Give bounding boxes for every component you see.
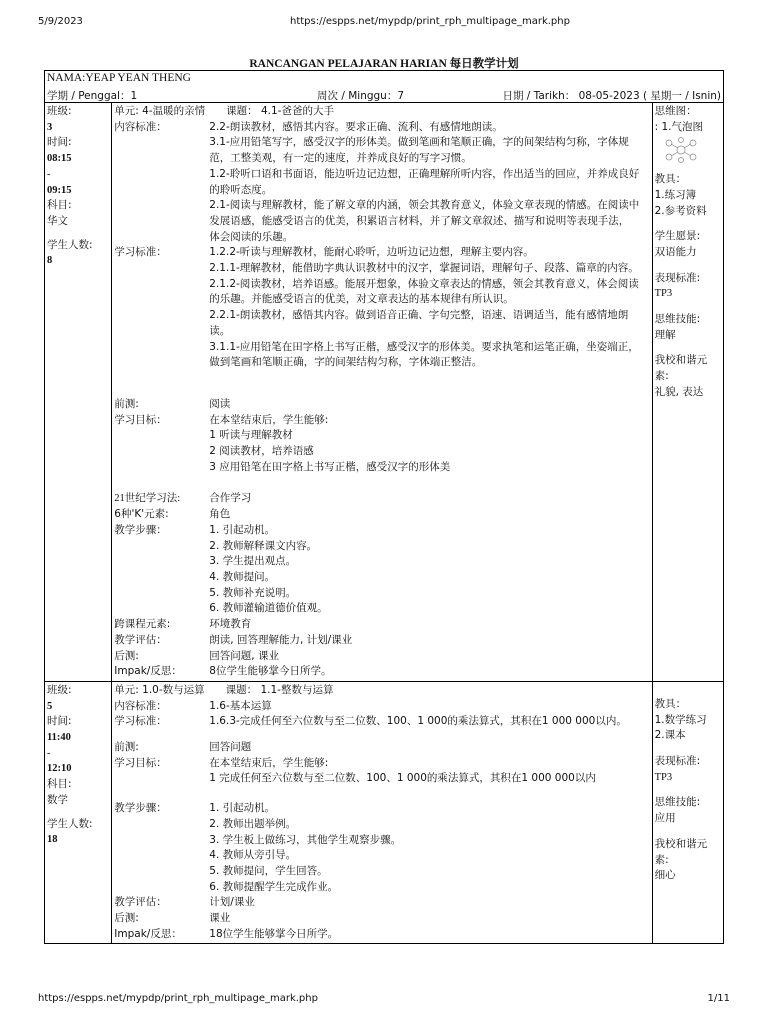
lesson-2-side [652,681,723,944]
learning-standard-item: 2.2.1-朗读教材，感悟其内容。做到语音正确、字句完整，语速、语调适当，能有感情地朗读。 [209,309,629,337]
time-start: 11:40 [47,732,71,744]
teacher-info [44,70,724,102]
week: 周次 / Minggu：7 [317,90,405,102]
step-item: 5. 教师补充说明。 [209,586,297,599]
bubble-map-icon [661,137,701,163]
step-item: 4. 教师提问。 [209,570,276,583]
time-end: 12:10 [47,763,72,775]
class-value: 3 [47,121,53,133]
step-item: 3. 学生提出观点。 [209,555,297,568]
time-dash: - [47,747,51,759]
footer-url: https://espps.net/mypdp/print_rph_multipage_mark.php [38,993,318,1004]
aspiration-value: 双语能力 [654,245,697,258]
unit-topic: 单元: 4-温暖的亲情 课题： 4.1-爸爸的大手 [114,105,334,117]
subject-label: 科目: [47,778,72,791]
emk-value: 环境教育 [209,618,252,631]
learning-standard-item: 1.2.2-听读与理解教材，能耐心聆听，边听边记边想，理解主要内容。 [209,246,534,259]
thinking-map-value: : 1.气泡图 [654,120,704,133]
step-item: 6. 教师灌输道德价值观。 [209,602,328,615]
lesson-1-meta [45,103,112,682]
students-label: 学生人数: [47,238,93,251]
teaching-aid: 2.课本 [654,729,686,742]
learning-standard-item: 3.1.1-应用铅笔在田字格上书写正楷，感受汉字的形体美。要求执笔和运笔正确，坐姿端正，做到笔画和笔顺正确，字的间架结构匀称，字体端正整洁。 [209,340,639,369]
posttest-label: 后测: [114,649,139,662]
k6-label: 6种'K'元素: [114,508,169,521]
print-url: https://espps.net/mypdp/print_rph_multipage_mark.php [290,16,570,27]
pak21-value: 合作学习 [209,492,252,505]
steps-label: 教学步骤： [114,802,167,815]
objective-item: 2 阅读教材，培养语感 [209,445,314,458]
teaching-aids-label: 教具： [654,697,687,710]
lesson-1-body [112,103,652,682]
posttest-value: 课业 [209,912,231,925]
term: 学期 / Penggal：1 [47,90,138,102]
pretest-label: 前测: [114,741,139,754]
values-label: 我校和谐元素: [654,354,708,383]
subject-label: 科目: [47,199,72,212]
step-item: 1. 引起动机。 [209,523,276,536]
performance-label: 表现标准: [654,755,701,768]
time-end: 09:15 [47,184,72,196]
emk-label: 跨课程元素: [114,618,171,631]
step-item: 2. 教师解释课文内容。 [209,539,318,552]
pak21-label: 21世纪学习法: [114,493,181,505]
objective-item: 在本堂结束后，学生能够: [209,413,329,426]
learning-standard-label: 学习标准： [114,246,167,259]
content-standard-label: 内容标准： [114,120,167,133]
thinking-skill-value: 应用 [654,812,676,825]
step-item: 2. 教师出题举例。 [209,817,297,830]
date: 日期 / Tarikh： 08-05-2023 ( 星期一 / Isnin) [502,90,721,102]
content-standard-label: 内容标准： [114,699,167,712]
thinking-map-label: 思维图： [654,105,697,117]
page-number: 1/11 [707,993,730,1004]
lesson-plan-sheet [44,70,724,944]
step-item: 5. 教师提问，学生回答。 [209,864,328,877]
students-value: 8 [47,255,53,267]
learning-standard-label: 学习标准： [114,715,167,728]
class-value: 5 [47,700,53,712]
objective-label: 学习目标： [114,413,167,426]
class-label: 班级: [47,105,72,117]
learning-standard-item: 1.6.3-完成任何至六位数与至二位数、100、1 000的乘法算式，其积在1 000 000以内。 [209,715,627,728]
time-label: 时间: [47,715,72,728]
objective-item: 1 完成任何至六位数与至二位数、100、1 000的乘法算式，其积在1 000 000以内 [209,772,596,785]
print-date: 5/9/2023 [38,16,83,27]
lesson-row-1 [45,103,724,682]
lesson-2-body [112,681,652,944]
content-standard-item: 2.2-朗读教材，感悟其内容。要求正确、流利、有感情地朗读。 [209,120,503,133]
pretest-value: 阅读 [209,397,231,410]
k6-value: 角色 [209,508,231,521]
lesson-2-meta [45,681,112,944]
values-label: 我校和谐元素: [654,837,708,866]
time-dash: - [47,168,51,180]
content-standard-item: 3.1-应用铅笔写字，感受汉字的形体美。做到笔画和笔顺正确，字的间架结构匀称，字体规范，工整美观，有一定的速度，并养成良好的写字习惯。 [209,136,629,165]
lesson-1-side [652,103,723,682]
evaluation-value: 计划/课业 [209,896,255,909]
class-label: 班级: [47,683,72,696]
step-item: 6. 教师提醒学生完成作业。 [209,880,339,893]
subject-value: 华文 [47,214,68,227]
impact-label: Impak/反思： [114,665,182,678]
performance-value: TP3 [654,288,673,300]
objective-label: 学习目标： [114,756,167,769]
values-value: 细心 [654,869,676,882]
content-standard-item: 1.2-聆听口语和书面语，能边听边记边想，正确理解所听内容，作出适当的回应，并养成良好的聆听态度。 [209,167,640,196]
impact-label: Impak/反思： [114,927,182,940]
objective-item: 1 听读与理解教材 [209,429,293,442]
evaluation-label: 教学评估： [114,633,167,646]
evaluation-value: 朗读, 回答理解能力, 计划/课业 [209,633,353,646]
thinking-skill-value: 理解 [654,328,676,341]
teaching-aids-label: 教具： [654,173,687,186]
teaching-aid: 1.数学练习 [654,713,707,726]
performance-label: 表现标准: [654,271,701,284]
students-label: 学生人数: [47,817,93,830]
teaching-aid: 1.练习簿 [654,188,697,201]
impact-value: 18位学生能够掌今日所学。 [209,927,339,940]
aspiration-label: 学生愿景: [654,230,701,243]
pretest-label: 前测: [114,397,139,410]
teaching-aid: 2.参考资料 [654,204,707,217]
thinking-skill-label: 思维技能: [654,796,701,809]
performance-value: TP3 [654,771,673,783]
evaluation-label: 教学评估： [114,896,167,909]
page-title: RANCANGAN PELAJARAN HARIAN 每日教学计划 [249,58,519,70]
teacher-name: NAMA:YEAP YEAN THENG [47,72,191,84]
lesson-row-2 [45,681,724,944]
values-value: 礼貌, 表达 [654,385,704,398]
subject-value: 数学 [47,793,68,806]
students-value: 18 [47,834,58,846]
posttest-value: 回答问题, 课业 [209,649,279,662]
posttest-label: 后测: [114,912,139,925]
time-label: 时间: [47,136,72,149]
time-start: 08:15 [47,153,72,165]
step-item: 1. 引起动机。 [209,802,276,815]
learning-standard-item: 2.1.1-理解教材，能借助字典认识教材中的汉字，掌握词语，理解句子、段落、篇章的内容。 [209,262,639,275]
unit-topic: 单元: 1.0-数与运算 课题： 1.1-整数与运算 [114,683,334,696]
thinking-skill-label: 思维技能: [654,313,701,326]
plan-table [44,102,724,944]
step-item: 4. 教师从旁引导。 [209,849,297,862]
impact-value: 8位学生能够掌今日所学。 [209,665,332,678]
steps-label: 教学步骤： [114,523,167,536]
objective-item: 3 应用铅笔在田字格上书写正楷，感受汉字的形体美 [209,460,451,473]
objective-item: 在本堂结束后，学生能够: [209,756,329,769]
pretest-value: 回答问题 [209,741,252,754]
learning-standard-item: 2.1.2-阅读教材，培养语感。能展开想象，体验文章表达的情感，领会其教育意义，体会阅读的乐趣。并能感受语言的优美，对文章表达的基本规律有所认识。 [209,277,639,306]
content-standard-item: 2.1-阅读与理解教材，能了解文章的内涵，领会其教育意义，体验文章表现的情感。在阅读中发展语感，能感受语言的优美，积累语言材料，并了解文章叙述、描写和说明等表现手法，体会阅读的乐趣。 [209,199,640,243]
step-item: 3. 学生板上做练习，其他学生观察步骤。 [209,833,402,846]
content-standard-item: 1.6-基本运算 [209,699,272,712]
